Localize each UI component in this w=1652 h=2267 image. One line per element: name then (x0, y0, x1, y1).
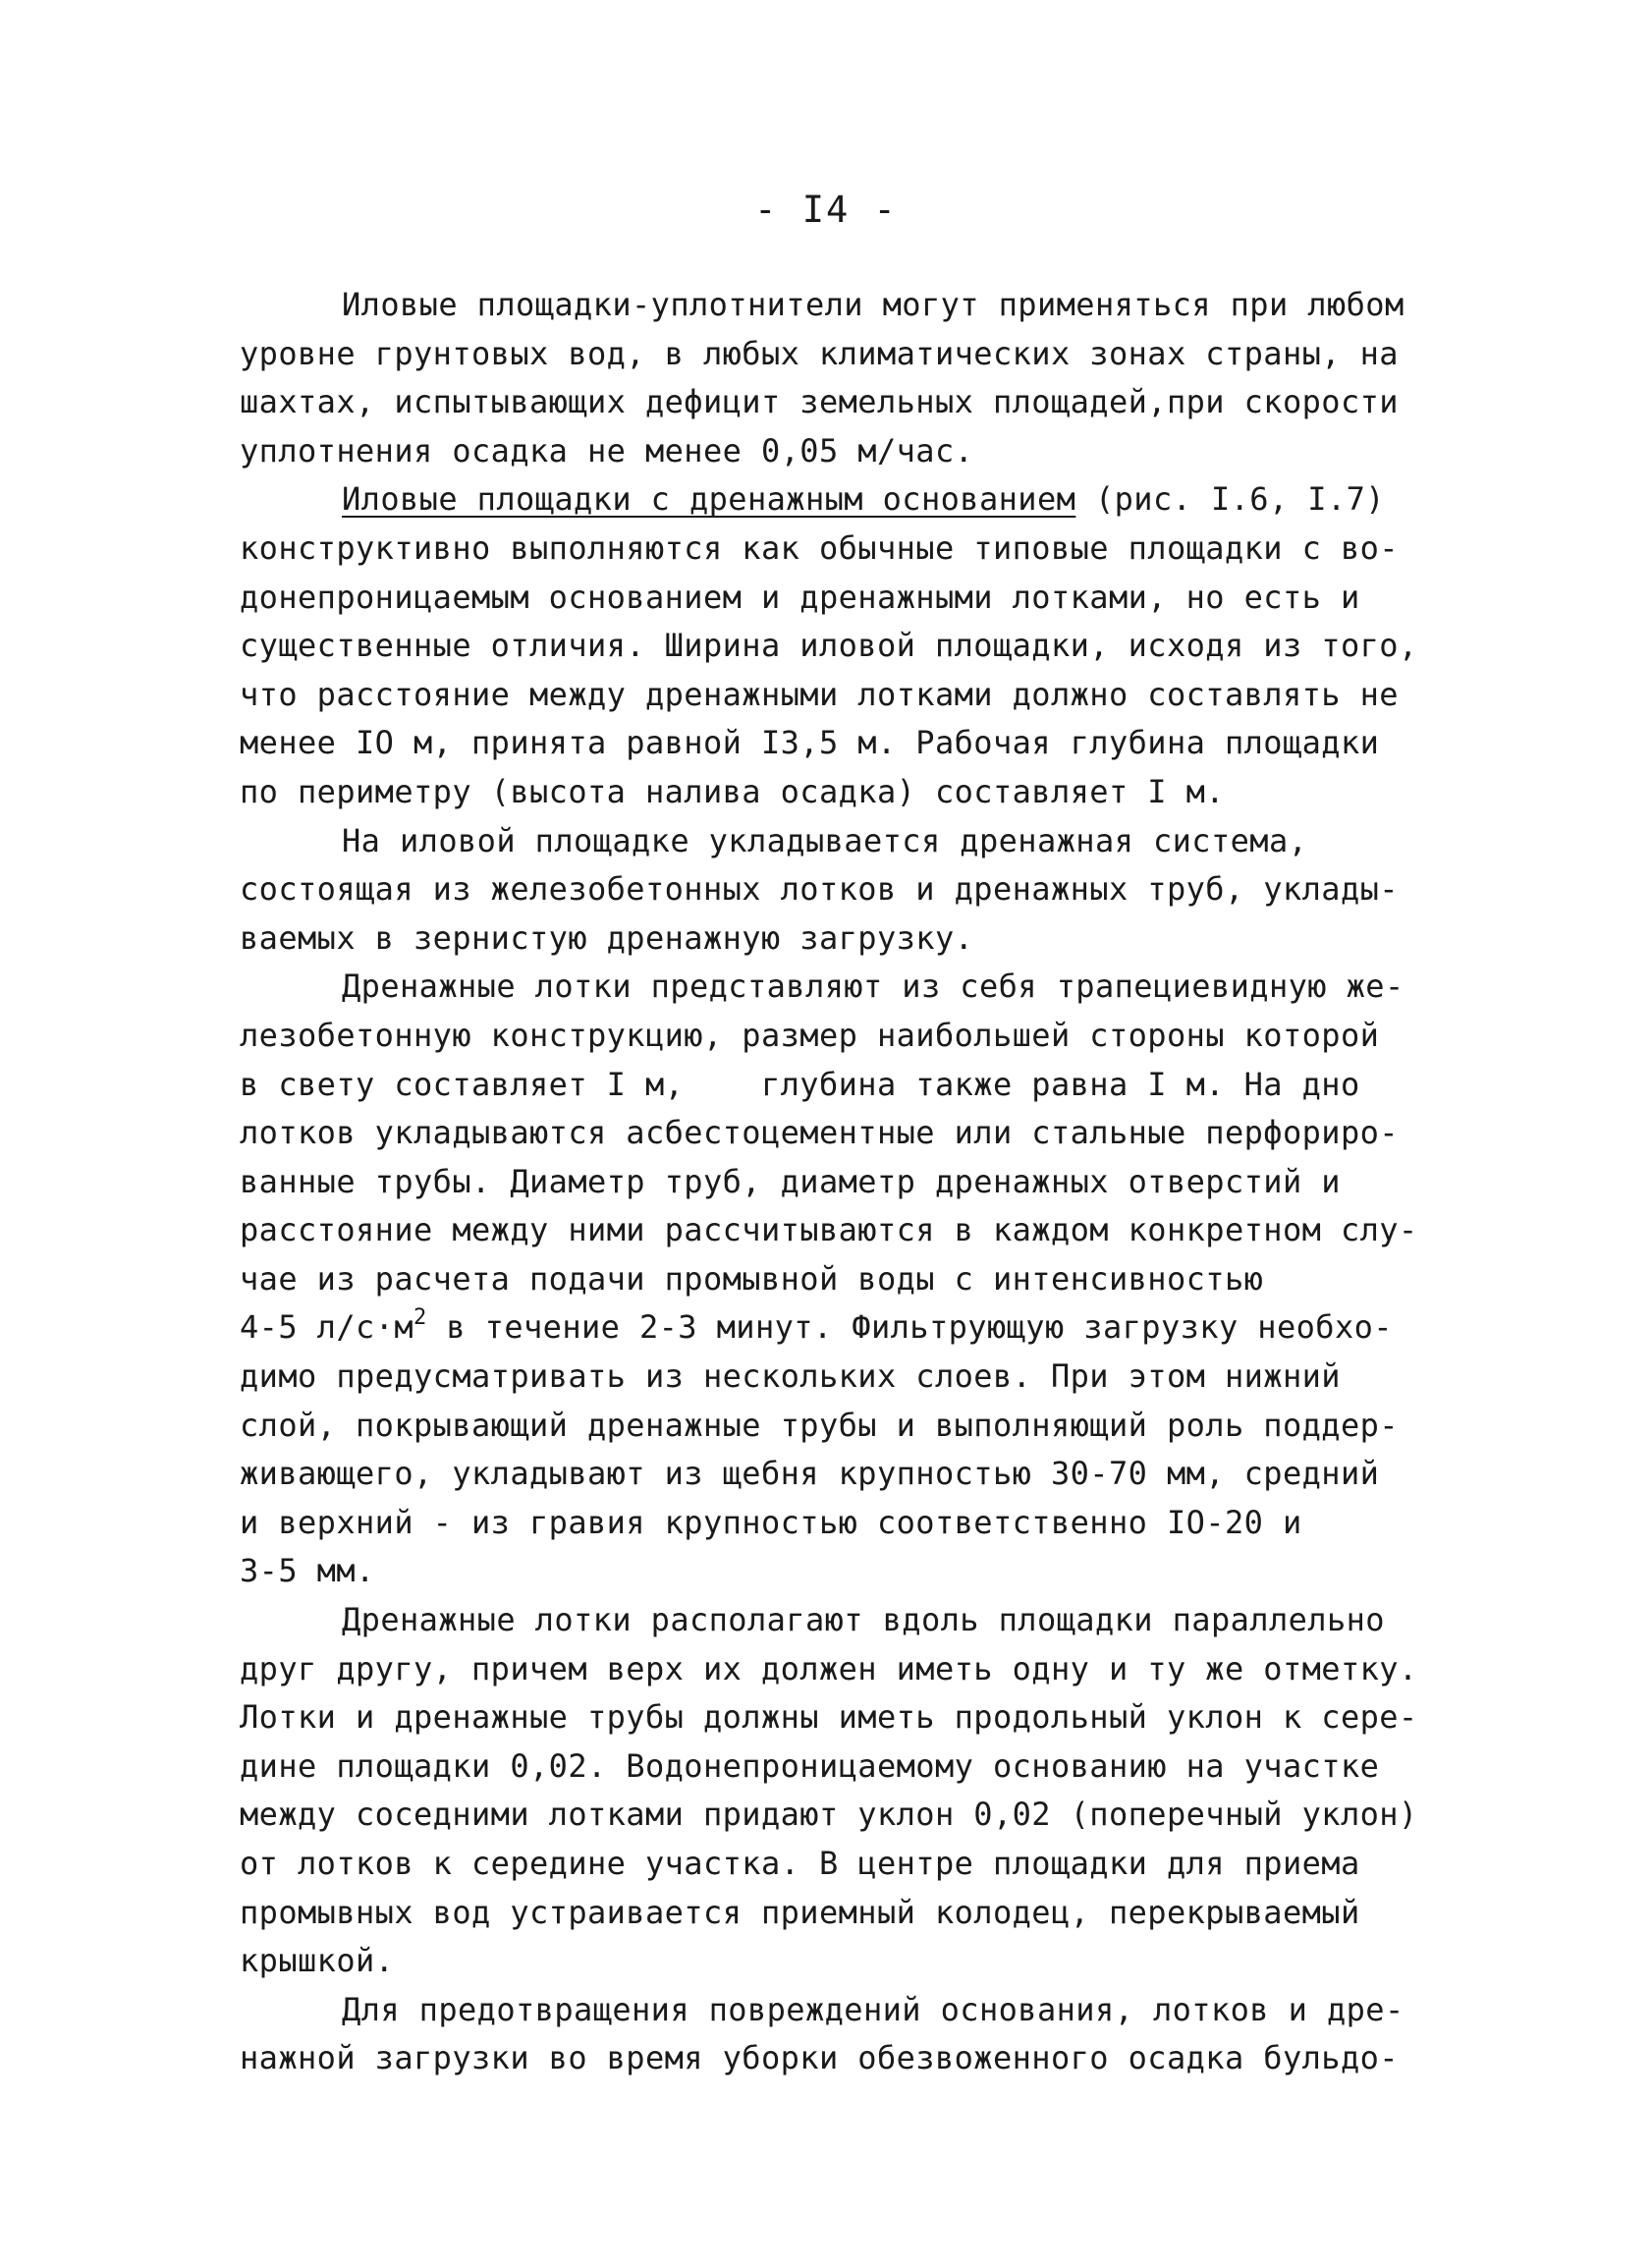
text-line: ваемых в зернистую дренажную загрузку. (240, 918, 974, 957)
superscript-exponent: 2 (413, 1305, 427, 1331)
text-line: уплотнения осадка не менее 0,05 м/час. (240, 431, 974, 470)
text-line: между соседними лотками придают уклон 0,02 (поперечный уклон) (240, 1796, 1418, 1834)
text-line: и верхний - из гравия крупностью соответственно IO-20 и (240, 1503, 1302, 1541)
text-line: Дренажные лотки представляют из себя трапециевидную же- (342, 968, 1404, 1006)
text-line (240, 1303, 1458, 1353)
text-line: Дренажные лотки располагают вдоль площадки параллельно (342, 1601, 1385, 1639)
text-line: Для предотвращения повреждений основания, лотков и дре- (342, 1990, 1404, 2028)
text-line: нажной загрузки во время уборки обезвоженного осадка бульдо- (240, 2039, 1399, 2077)
text-line: лезобетонную конструкцию, размер наибольшей стороны которой (240, 1016, 1380, 1054)
text-line: расстояние между ними рассчитываются в каждом конкретном слу- (240, 1211, 1418, 1249)
text-line: лотков укладываются асбестоцементные или стальные перфориро- (240, 1114, 1399, 1152)
text-line: димо предусматривать из нескольких слоев. При этом нижний (240, 1357, 1341, 1396)
text-line: от лотков к середине участка. В центре площадки для приема (240, 1845, 1360, 1882)
text-line: конструктивно выполняются как обычные типовые площадки с во- (240, 528, 1399, 567)
text-line: донепроницаемым основанием и дренажными лотками, но есть и (240, 578, 1360, 616)
text-line: что расстояние между дренажными лотками должно составлять не (240, 675, 1399, 713)
text-line: чае из расчета подачи промывной воды с интенсивностью (240, 1259, 1264, 1298)
body-text (240, 281, 1458, 2083)
text-line: крышкой. (240, 1942, 395, 1980)
text-line: в свету составляет I м, глубина также равна I м. На дно (240, 1065, 1360, 1103)
page-number: - I4 - (754, 189, 898, 231)
text-line: слой, покрывающий дренажные трубы и выполняющий роль поддер- (240, 1406, 1399, 1444)
text-line: промывных вод устраивается приемный колодец, перекрываемый (240, 1893, 1360, 1931)
text-line: состоящая из железобетонных лотков и дренажных труб, уклады- (240, 870, 1399, 909)
text-line: живающего, укладывают из щебня крупностью 30-70 мм, средний (240, 1455, 1380, 1493)
text-line: Иловые площадки-уплотнители могут применяться при любом (342, 286, 1404, 323)
section-heading: Иловые площадки с дренажным основанием (342, 480, 1076, 519)
text-line (240, 475, 1458, 525)
text-line: по периметру (высота налива осадка) составляет I м. (240, 772, 1225, 810)
text-line: дине площадки 0,02. Водонепроницаемому основанию на участке (240, 1746, 1380, 1785)
text-line: шахтах, испытывающих дефицит земельных площадей,при скорости (240, 383, 1399, 421)
text-line: друг другу, причем верх их должен иметь одну и ту же отметку. (240, 1649, 1418, 1687)
text-line: Лотки и дренажные трубы должны иметь продольный уклон к сере- (240, 1698, 1418, 1737)
text-line: менее IO м, принята равной I3,5 м. Рабочая глубина площадки (240, 724, 1380, 762)
line-continuation: в течение 2-3 минут. Фильтрующую загрузку необхо- (426, 1308, 1393, 1347)
text-line: 3-5 мм. (240, 1552, 375, 1590)
text-line: уровне грунтовых вод, в любых климатических зонах страны, на (240, 334, 1399, 372)
text-line: На иловой площадке укладывается дренажная система, (342, 821, 1308, 859)
text-line: ванные трубы. Диаметр труб, диаметр дренажных отверстий и (240, 1162, 1341, 1200)
unit-text: 4-5 л/с·м (240, 1308, 413, 1347)
text-line: существенные отличия. Ширина иловой площадки, исходя из того, (240, 627, 1418, 665)
figure-reference: (рис. I.6, I.7) (1075, 480, 1385, 519)
